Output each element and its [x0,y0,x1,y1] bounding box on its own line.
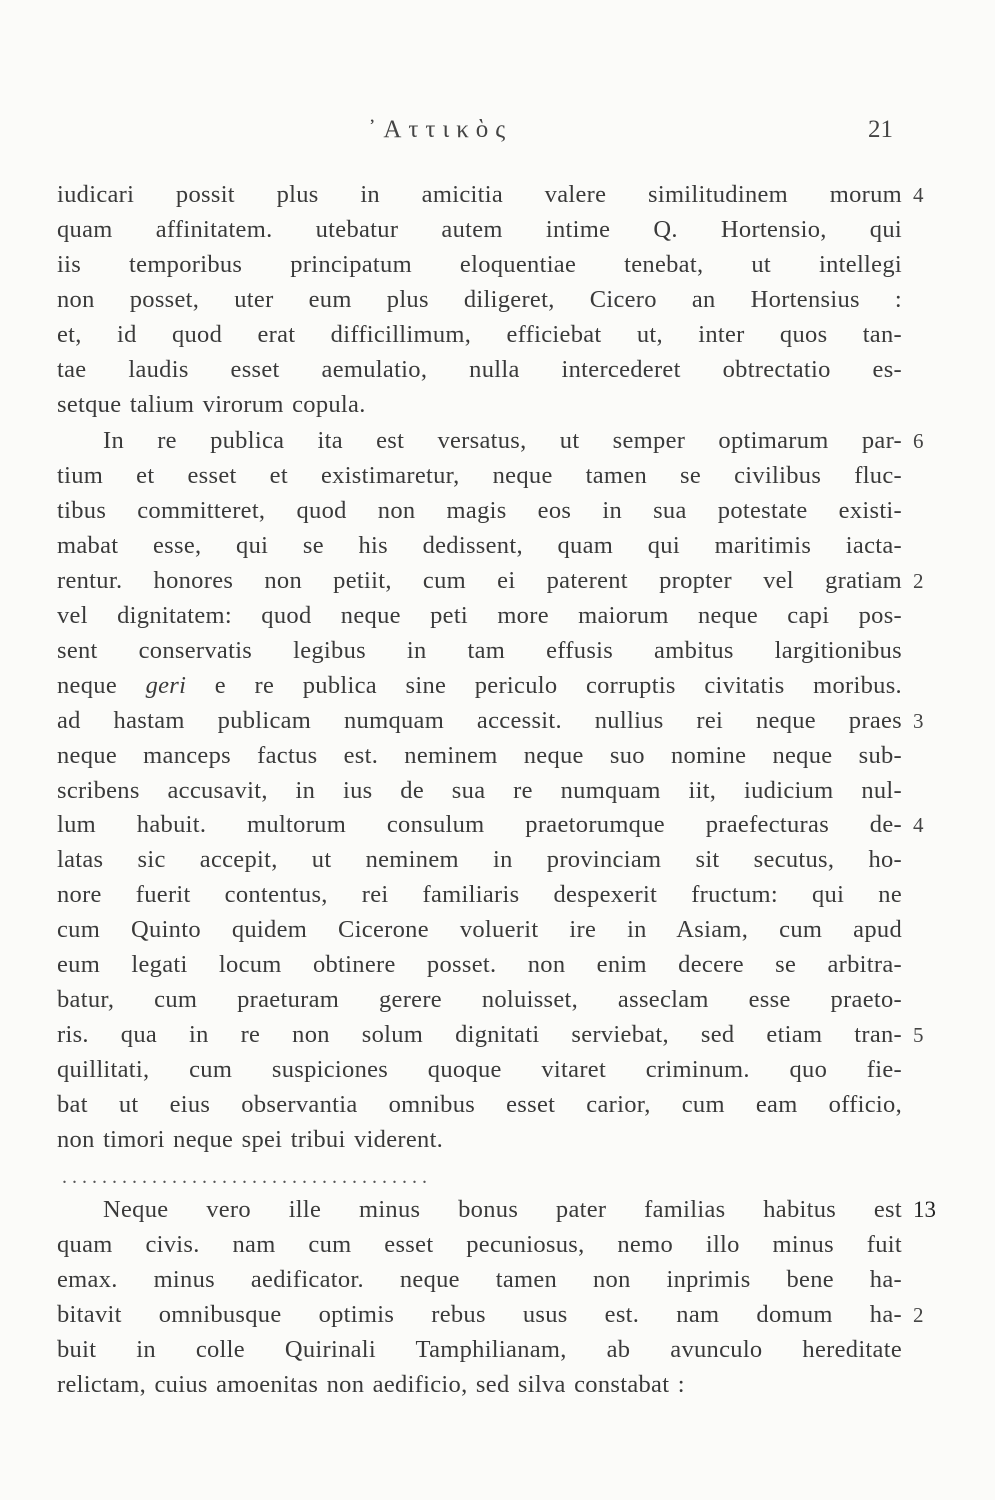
text-line [57,843,902,877]
line-text: vel dignitatem: quod neque peti more maiorum neque capi pos- [57,601,902,629]
ellipsis-separator: . . . . . . . . . . . . . . . . . . . . . . . . . . . . . . . . . . . . . [62,1166,427,1188]
text-line [57,878,902,912]
margin-section-number: 2 [913,568,924,593]
text-line [57,948,902,982]
line-text: tium et esset et existimaretur, neque tamen se civilibus fluc- [57,461,902,489]
text-line [57,283,902,317]
line-text: In re publica ita est versatus, ut semper optimarum par- [103,427,902,454]
line-text: lum habuit. multorum consulum praetorumque praefecturas de- [57,811,902,839]
text-line [57,599,902,633]
text-line [57,634,902,668]
line-text: tae laudis esset aemulatio, nulla intercederet obtrectatio es- [57,355,902,383]
text-line [57,1193,902,1227]
line-text: setque talium virorum copula. [57,390,366,418]
text-line [57,564,902,598]
text-line [57,739,902,773]
line-text: ris. qua in re non solum dignitati serviebat, sed etiam tran- [57,1021,902,1049]
line-text: bitavit omnibusque optimis rebus usus est. nam domum ha- [57,1300,902,1328]
text-line [57,1298,902,1332]
line-text: quam affinitatem. utebatur autem intime Q. Hortensio, qui [57,215,902,243]
line-text: buit in colle Quirinali Tamphilianam, ab avunculo hereditate [57,1335,902,1363]
line-text: et, id quod erat difficillimum, efficiebat ut, inter quos tan- [57,320,902,348]
line-text: cum Quinto quidem Cicerone voluerit ire in Asiam, cum apud [57,916,902,944]
text-line [57,774,902,808]
line-text: neque manceps factus est. neminem neque suo nomine neque sub- [57,741,902,769]
text-line [57,494,902,528]
line-text: iudicari possit plus in amicitia valere similitudinem morum [57,181,902,208]
margin-section-number: 4 [913,183,924,207]
text-line [57,424,902,458]
text-line [57,1368,902,1402]
page-number: 21 [868,116,893,143]
margin-section-number: 2 [913,1302,924,1327]
margin-section-number: 5 [913,1023,924,1048]
text-line [57,704,902,738]
line-text [57,669,902,703]
text-line [57,388,902,422]
line-text: quam civis. nam cum esset pecuniosus, nemo illo minus fuit [57,1230,902,1258]
text-segment: neque [57,671,146,699]
line-text: sent conservatis legibus in tam effusis ambitus largitionibus [57,636,902,664]
text-line [57,529,902,563]
line-text: quillitati, cum suspiciones quoque vitaret criminum. quo fie- [57,1056,902,1084]
italic-word: geri [145,671,187,699]
line-text: rentur. honores non petiit, cum ei paterent propter vel gratiam [57,566,902,594]
margin-section-number: 6 [913,429,924,453]
running-head: ᾿Αττικὸς [368,116,513,143]
text-line [57,1053,902,1087]
text-line [57,1018,902,1052]
line-text: batur, cum praeturam gerere noluisset, asseclam esse praeto- [57,986,902,1014]
margin-section-number: 3 [913,708,924,733]
text-line [57,1333,902,1367]
text-line [57,353,902,387]
margin-section-number: 4 [913,813,924,838]
line-text: relictam, cuius amoenitas non aedificio, sed silva constabat : [57,1370,685,1398]
text-line [57,913,902,947]
line-text: scribens accusavit, in ius de sua re numquam iit, iudicium nul- [57,776,902,804]
line-text: iis temporibus principatum eloquentiae tenebat, ut intellegi [57,250,902,278]
text-line [57,248,902,282]
margin-section-number: 13 [913,1197,936,1222]
text-line [57,1088,902,1122]
line-text: eum legati locum obtinere posset. non enim decere se arbitra- [57,951,902,979]
line-text: latas sic accepit, ut neminem in provinciam sit secutus, ho- [57,846,902,874]
line-text: non posset, uter eum plus diligeret, Cicero an Hortensius : [57,285,902,313]
text-line [57,669,902,703]
line-text: tibus committeret, quod non magis eos in sua potestate existi- [57,496,902,524]
text-line [57,1228,902,1262]
line-text: ad hastam publicam numquam accessit. nullius rei neque praes [57,706,902,734]
text-line [57,983,902,1017]
text-line [57,1263,902,1297]
text-line [57,178,902,212]
text-line [57,808,902,842]
line-text: Neque vero ille minus bonus pater familias habitus est [103,1196,902,1223]
text-line [57,318,902,352]
line-text: emax. minus aedificator. neque tamen non inprimis bene ha- [57,1265,902,1293]
text-segment: e re publica sine periculo corruptis civitatis moribus. [186,671,902,699]
text-line [57,1123,902,1157]
line-text: nore fuerit contentus, rei familiaris despexerit fructum: qui ne [57,881,902,909]
text-line [57,213,902,247]
line-text: bat ut eius observantia omnibus esset carior, cum eam officio, [57,1091,902,1119]
line-text: mabat esse, qui se his dedissent, quam qui maritimis iacta- [57,531,902,559]
line-text: non timori neque spei tribui viderent. [57,1126,444,1153]
text-line [57,459,902,493]
